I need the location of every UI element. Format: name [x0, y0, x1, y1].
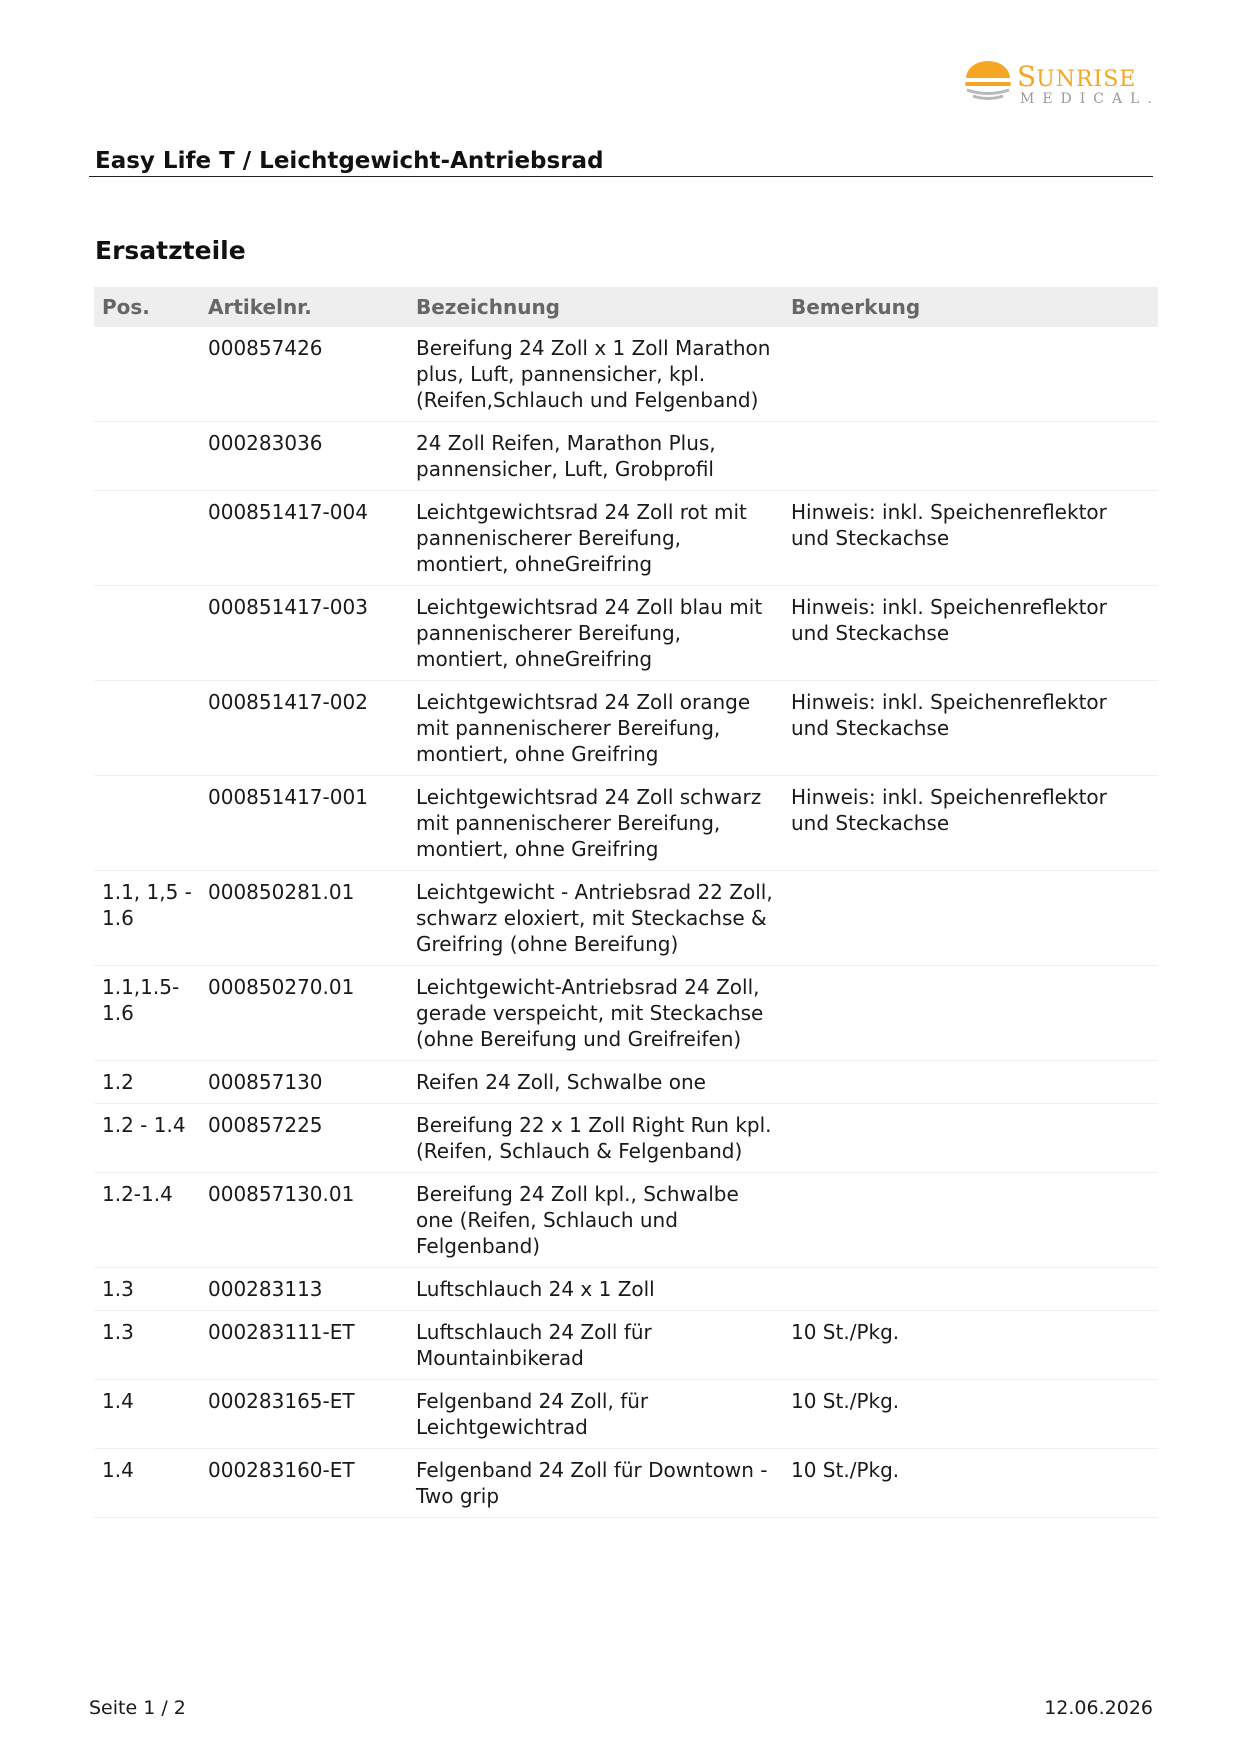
cell-artikelnr: 000857426 — [200, 327, 408, 422]
document-title: Easy Life T / Leichtgewicht-Antriebsrad — [95, 148, 604, 174]
table-row — [94, 1380, 1158, 1449]
cell-pos: 1.2-1.4 — [94, 1173, 200, 1268]
cell-artikelnr: 000850270.01 — [200, 966, 408, 1061]
cell-bemerkung — [783, 422, 1158, 491]
brand-subline: MEDICAL. — [1020, 91, 1160, 107]
table-row — [94, 1173, 1158, 1268]
cell-bezeichnung: Leichtgewicht-Antriebsrad 24 Zoll, gerade verspeicht, mit Steckachse (ohne Bereifung und Greifreifen) — [408, 966, 783, 1061]
cell-artikelnr: 000857130.01 — [200, 1173, 408, 1268]
header-bezeichnung: Bezeichnung — [408, 287, 783, 327]
cell-pos: 1.4 — [94, 1380, 200, 1449]
cell-artikelnr: 000851417-004 — [200, 491, 408, 586]
cell-artikelnr: 000851417-002 — [200, 681, 408, 776]
cell-bemerkung: Hinweis: inkl. Speichenreflektor und Steckachse — [783, 586, 1158, 681]
section-heading: Ersatzteile — [95, 236, 246, 265]
cell-pos — [94, 681, 200, 776]
brand-rest: UNRISE — [1036, 67, 1137, 92]
cell-artikelnr: 000851417-003 — [200, 586, 408, 681]
cell-pos: 1.2 - 1.4 — [94, 1104, 200, 1173]
cell-bezeichnung: 24 Zoll Reifen, Marathon Plus, pannensicher, Luft, Grobprofil — [408, 422, 783, 491]
cell-artikelnr: 000851417-001 — [200, 776, 408, 871]
cell-bemerkung — [783, 327, 1158, 422]
cell-bezeichnung: Luftschlauch 24 Zoll für Mountainbikerad — [408, 1311, 783, 1380]
cell-artikelnr: 000283113 — [200, 1268, 408, 1311]
table-row — [94, 681, 1158, 776]
table-row — [94, 966, 1158, 1061]
cell-pos: 1.1, 1,5 - 1.6 — [94, 871, 200, 966]
table-row — [94, 1449, 1158, 1518]
cell-pos — [94, 491, 200, 586]
cell-bezeichnung: Leichtgewicht - Antriebsrad 22 Zoll, schwarz eloxiert, mit Steckachse & Greifring (ohne Bereifung) — [408, 871, 783, 966]
table-row — [94, 1268, 1158, 1311]
parts-table — [94, 287, 1158, 1518]
cell-bezeichnung: Reifen 24 Zoll, Schwalbe one — [408, 1061, 783, 1104]
table-row — [94, 871, 1158, 966]
cell-bezeichnung: Leichtgewichtsrad 24 Zoll rot mit pannenischerer Bereifung, montiert, ohneGreifring — [408, 491, 783, 586]
cell-bezeichnung: Felgenband 24 Zoll, für Leichtgewichtrad — [408, 1380, 783, 1449]
print-date: 12.06.2026 — [1044, 1697, 1153, 1719]
page-number: Seite 1 / 2 — [89, 1697, 186, 1719]
table-row — [94, 586, 1158, 681]
cell-bemerkung — [783, 966, 1158, 1061]
cell-artikelnr: 000850281.01 — [200, 871, 408, 966]
cell-bezeichnung: Leichtgewichtsrad 24 Zoll blau mit pannenischerer Bereifung, montiert, ohneGreifring — [408, 586, 783, 681]
cell-bezeichnung: Leichtgewichtsrad 24 Zoll schwarz mit pannenischerer Bereifung, montiert, ohne Greifring — [408, 776, 783, 871]
table-header-row — [94, 287, 1158, 327]
table-row — [94, 1104, 1158, 1173]
cell-bezeichnung: Bereifung 24 Zoll x 1 Zoll Marathon plus, Luft, pannensicher, kpl. (Reifen,Schlauch und Felgenband) — [408, 327, 783, 422]
cell-pos: 1.3 — [94, 1311, 200, 1380]
cell-pos — [94, 776, 200, 871]
cell-bemerkung — [783, 1173, 1158, 1268]
table-row — [94, 327, 1158, 422]
cell-bemerkung — [783, 871, 1158, 966]
cell-bezeichnung: Felgenband 24 Zoll für Downtown - Two grip — [408, 1449, 783, 1518]
cell-artikelnr: 000857225 — [200, 1104, 408, 1173]
cell-artikelnr: 000857130 — [200, 1061, 408, 1104]
cell-artikelnr: 000283111-ET — [200, 1311, 408, 1380]
brand-logo — [964, 58, 1160, 108]
header-pos: Pos. — [94, 287, 200, 327]
cell-artikelnr: 000283165-ET — [200, 1380, 408, 1449]
table-row — [94, 1061, 1158, 1104]
cell-artikelnr: 000283160-ET — [200, 1449, 408, 1518]
parts-table-body — [94, 327, 1158, 1518]
table-row — [94, 491, 1158, 586]
cell-bezeichnung: Bereifung 22 x 1 Zoll Right Run kpl. (Reifen, Schlauch & Felgenband) — [408, 1104, 783, 1173]
cell-pos: 1.2 — [94, 1061, 200, 1104]
header-artikelnr: Artikelnr. — [200, 287, 408, 327]
cell-pos: 1.4 — [94, 1449, 200, 1518]
cell-artikelnr: 000283036 — [200, 422, 408, 491]
cell-bemerkung — [783, 1268, 1158, 1311]
cell-bemerkung: 10 St./Pkg. — [783, 1380, 1158, 1449]
cell-bezeichnung: Bereifung 24 Zoll kpl., Schwalbe one (Reifen, Schlauch und Felgenband) — [408, 1173, 783, 1268]
cell-bemerkung — [783, 1104, 1158, 1173]
cell-bezeichnung: Luftschlauch 24 x 1 Zoll — [408, 1268, 783, 1311]
sunrise-logo-icon — [964, 60, 1012, 102]
cell-bezeichnung: Leichtgewichtsrad 24 Zoll orange mit pannenischerer Bereifung, montiert, ohne Greifring — [408, 681, 783, 776]
title-divider — [89, 176, 1153, 177]
cell-bemerkung: 10 St./Pkg. — [783, 1449, 1158, 1518]
cell-pos — [94, 327, 200, 422]
cell-bemerkung: 10 St./Pkg. — [783, 1311, 1158, 1380]
cell-pos — [94, 586, 200, 681]
cell-bemerkung: Hinweis: inkl. Speichenreflektor und Steckachse — [783, 776, 1158, 871]
brand-initial: S — [1017, 60, 1037, 93]
cell-pos: 1.3 — [94, 1268, 200, 1311]
cell-pos — [94, 422, 200, 491]
brand-wordmark — [1017, 60, 1136, 93]
table-row — [94, 776, 1158, 871]
cell-bemerkung: Hinweis: inkl. Speichenreflektor und Steckachse — [783, 491, 1158, 586]
cell-bemerkung — [783, 1061, 1158, 1104]
cell-bemerkung: Hinweis: inkl. Speichenreflektor und Steckachse — [783, 681, 1158, 776]
cell-pos: 1.1,1.5-1.6 — [94, 966, 200, 1061]
header-bemerkung: Bemerkung — [783, 287, 1158, 327]
table-row — [94, 422, 1158, 491]
table-row — [94, 1311, 1158, 1380]
